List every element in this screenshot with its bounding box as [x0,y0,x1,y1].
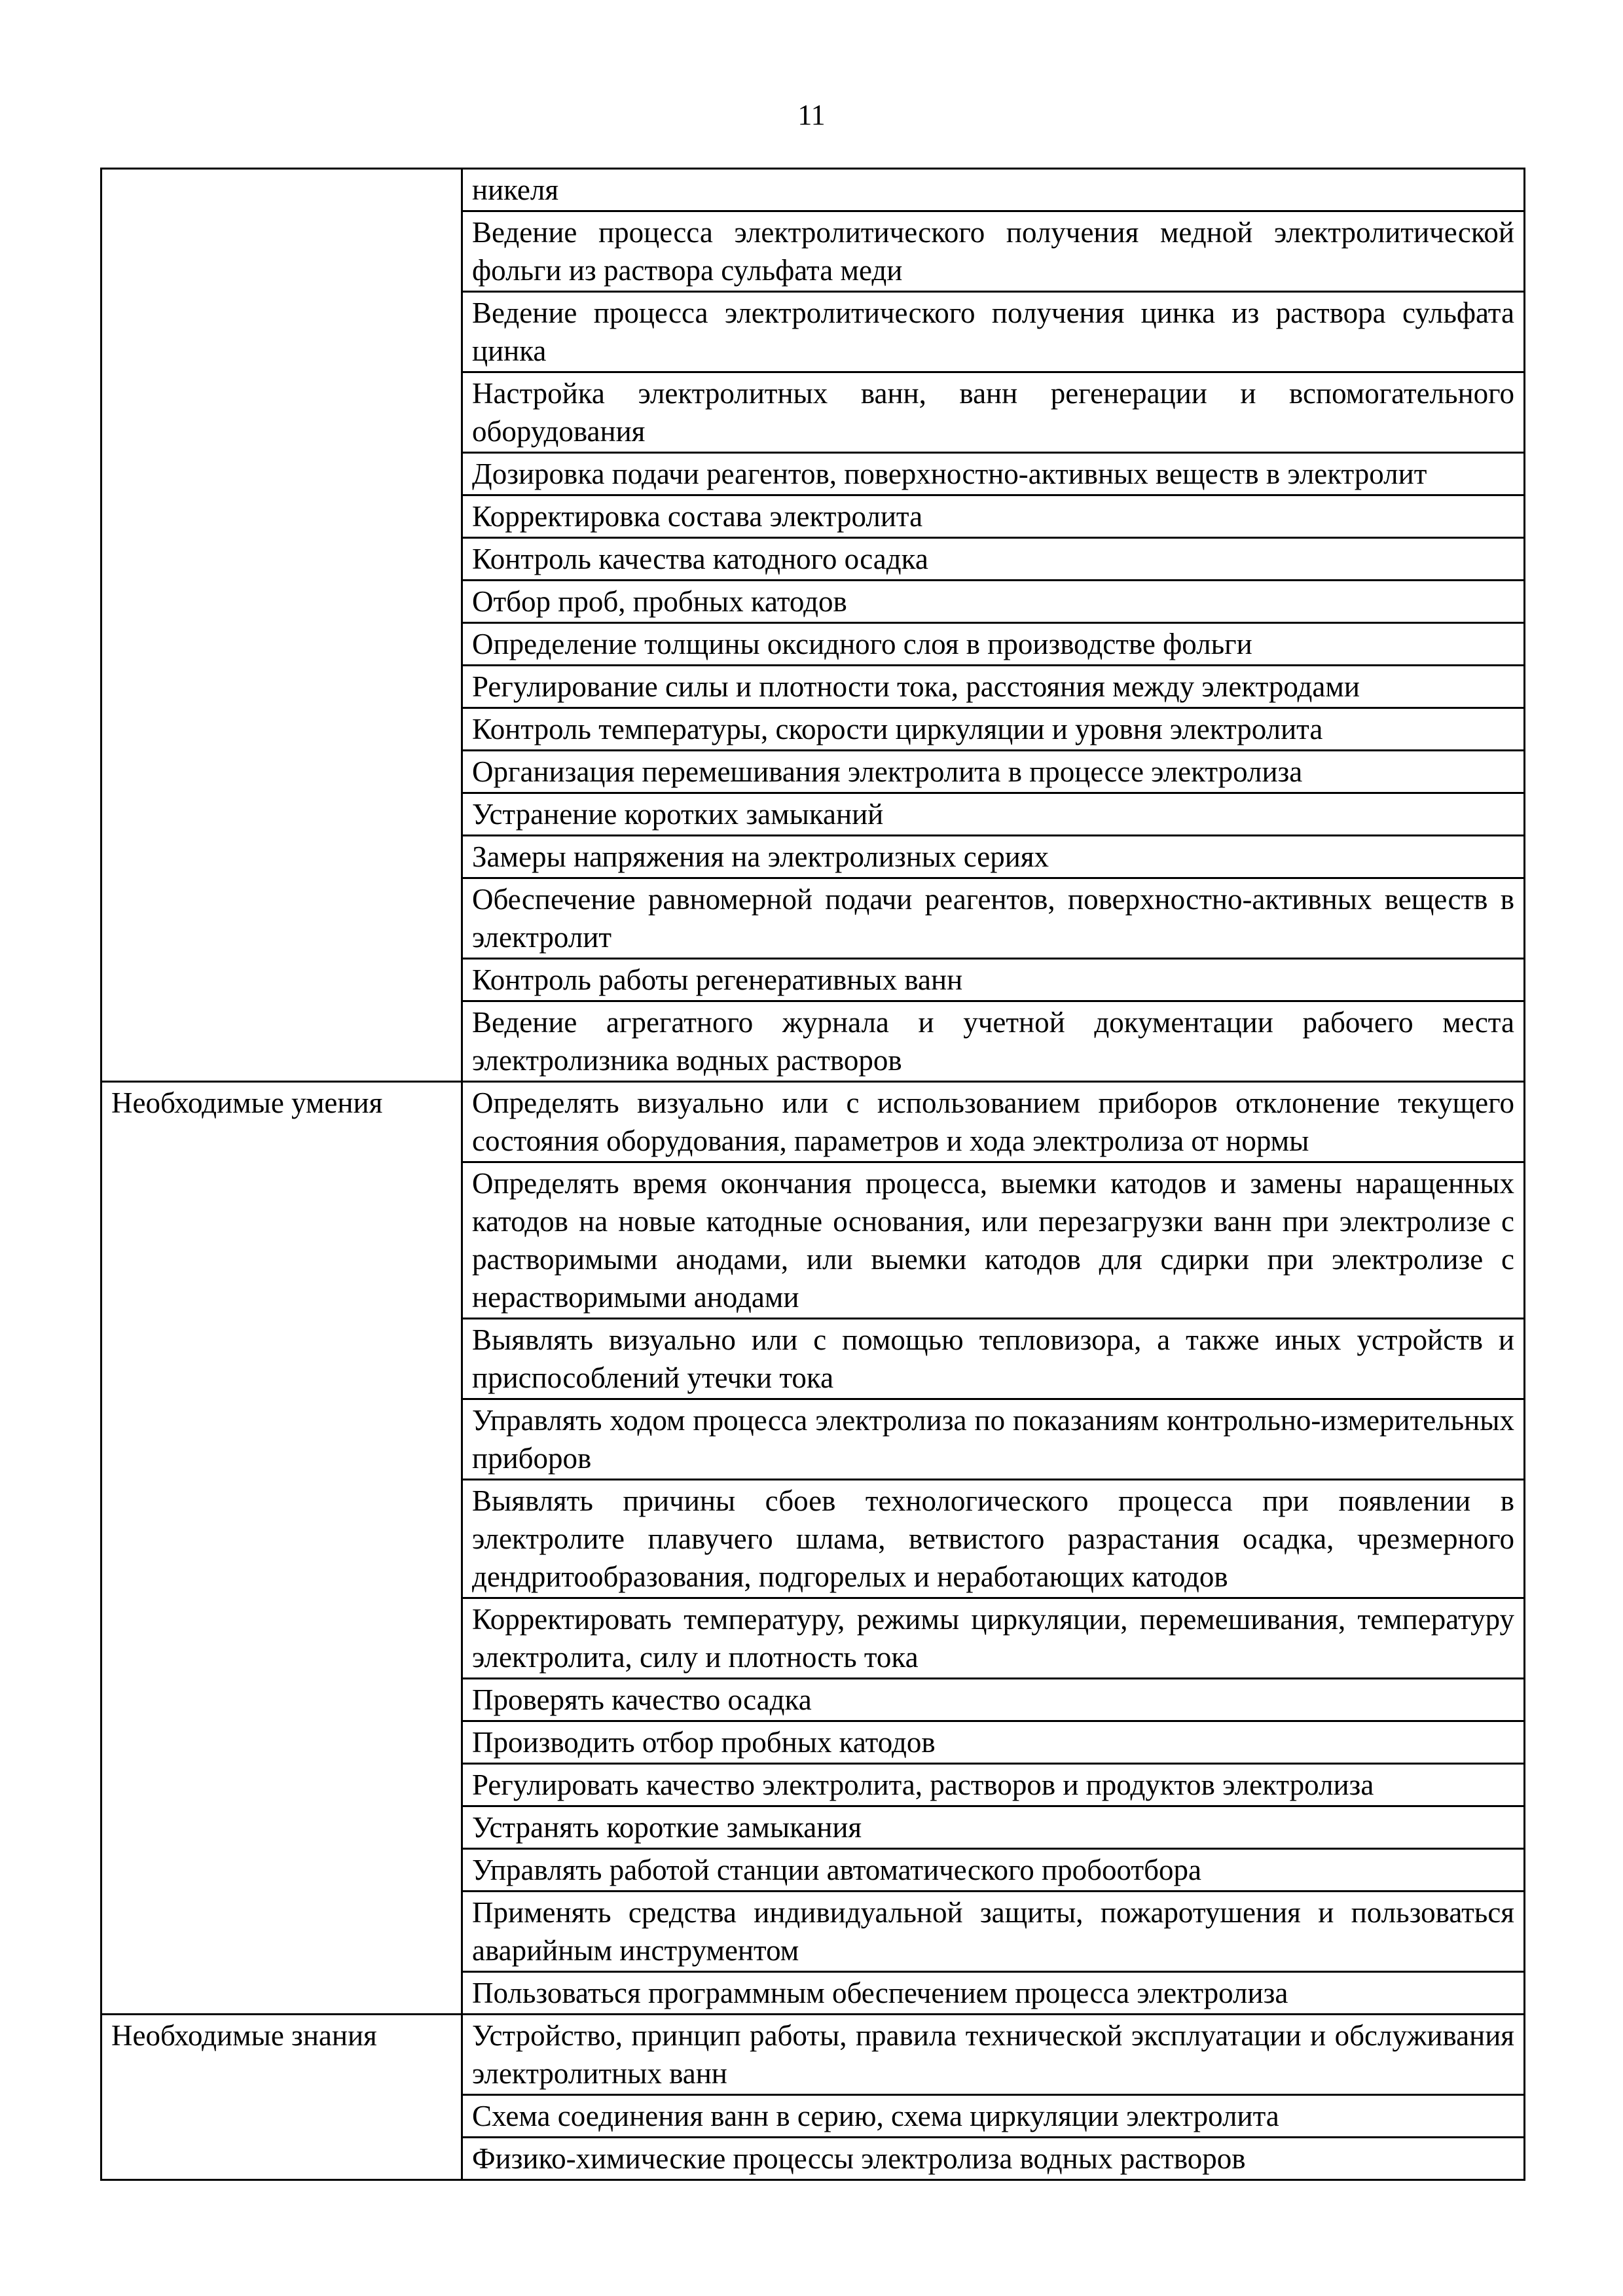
section-item-cell: Регулирование силы и плотности тока, расстояния между электродами [462,666,1525,708]
section-label-cell: Необходимые знания [101,2015,462,2180]
section-item-cell: Регулировать качество электролита, растворов и продуктов электролиза [462,1764,1525,1806]
section-item-cell: Проверять качество осадка [462,1679,1525,1721]
table-row [101,169,1525,211]
section-item-cell: Обеспечение равномерной подачи реагентов, поверхностно-активных веществ в электролит [462,878,1525,959]
section-item-cell: Отбор проб, пробных катодов [462,581,1525,623]
section-item-cell: никеля [462,169,1525,211]
section-item-cell: Ведение процесса электролитического получения медной электролитической фольги из раствора сульфата меди [462,211,1525,292]
section-item-cell: Устройство, принцип работы, правила технической эксплуатации и обслуживания электролитных ванн [462,2015,1525,2095]
section-item-cell: Замеры напряжения на электролизных сериях [462,836,1525,878]
labor-functions-table [100,168,1525,2181]
section-item-cell: Настройка электролитных ванн, ванн регенерации и вспомогательного оборудования [462,372,1525,453]
section-item-cell: Определение толщины оксидного слоя в производстве фольги [462,623,1525,666]
section-item-cell: Управлять ходом процесса электролиза по показаниям контрольно-измерительных приборов [462,1399,1525,1480]
section-item-cell: Физико-химические процессы электролиза водных растворов [462,2138,1525,2180]
section-item-cell: Производить отбор пробных катодов [462,1721,1525,1764]
section-item-cell: Организация перемешивания электролита в процессе электролиза [462,751,1525,793]
section-item-cell: Контроль температуры, скорости циркуляции и уровня электролита [462,708,1525,751]
section-item-cell: Управлять работой станции автоматического пробоотбора [462,1849,1525,1892]
section-item-cell: Определять визуально или с использованием приборов отклонение текущего состояния оборудования, параметров и хода электролиза от нормы [462,1082,1525,1162]
section-item-cell: Определять время окончания процесса, выемки катодов и замены наращенных катодов на новые катодные основания, или перезагрузки ванн при электролизе с растворимыми анодами, или выемки катодов для сдирки при электролизе с нерастворимыми анодами [462,1162,1525,1319]
section-item-cell: Контроль работы регенеративных ванн [462,959,1525,1001]
section-item-cell: Контроль качества катодного осадка [462,538,1525,581]
section-label-cell [101,169,462,1082]
section-item-cell: Корректировка состава электролита [462,495,1525,538]
section-item-cell: Устранять короткие замыкания [462,1806,1525,1849]
section-item-cell: Пользоваться программным обеспечением процесса электролиза [462,1972,1525,2015]
table-body [101,169,1525,2180]
section-item-cell: Устранение коротких замыканий [462,793,1525,836]
section-item-cell: Выявлять причины сбоев технологического процесса при появлении в электролите плавучего шлама, ветвистого разрастания осадка, чрезмерного дендритообразования, подгорелых и неработающих катодов [462,1480,1525,1598]
table-row [101,2015,1525,2095]
page-number: 11 [797,99,826,131]
section-item-cell: Выявлять визуально или с помощью тепловизора, а также иных устройств и приспособлений утечки тока [462,1319,1525,1399]
table-row [101,1082,1525,1162]
section-item-cell: Схема соединения ванн в серию, схема циркуляции электролита [462,2095,1525,2138]
section-label-cell: Необходимые умения [101,1082,462,2015]
section-item-cell: Ведение процесса электролитического получения цинка из раствора сульфата цинка [462,292,1525,372]
section-item-cell: Ведение агрегатного журнала и учетной документации рабочего места электролизника водных растворов [462,1001,1525,1082]
section-item-cell: Корректировать температуру, режимы циркуляции, перемешивания, температуру электролита, силу и плотность тока [462,1598,1525,1679]
section-item-cell: Дозировка подачи реагентов, поверхностно-активных веществ в электролит [462,453,1525,495]
section-item-cell: Применять средства индивидуальной защиты, пожаротушения и пользоваться аварийным инструментом [462,1892,1525,1972]
